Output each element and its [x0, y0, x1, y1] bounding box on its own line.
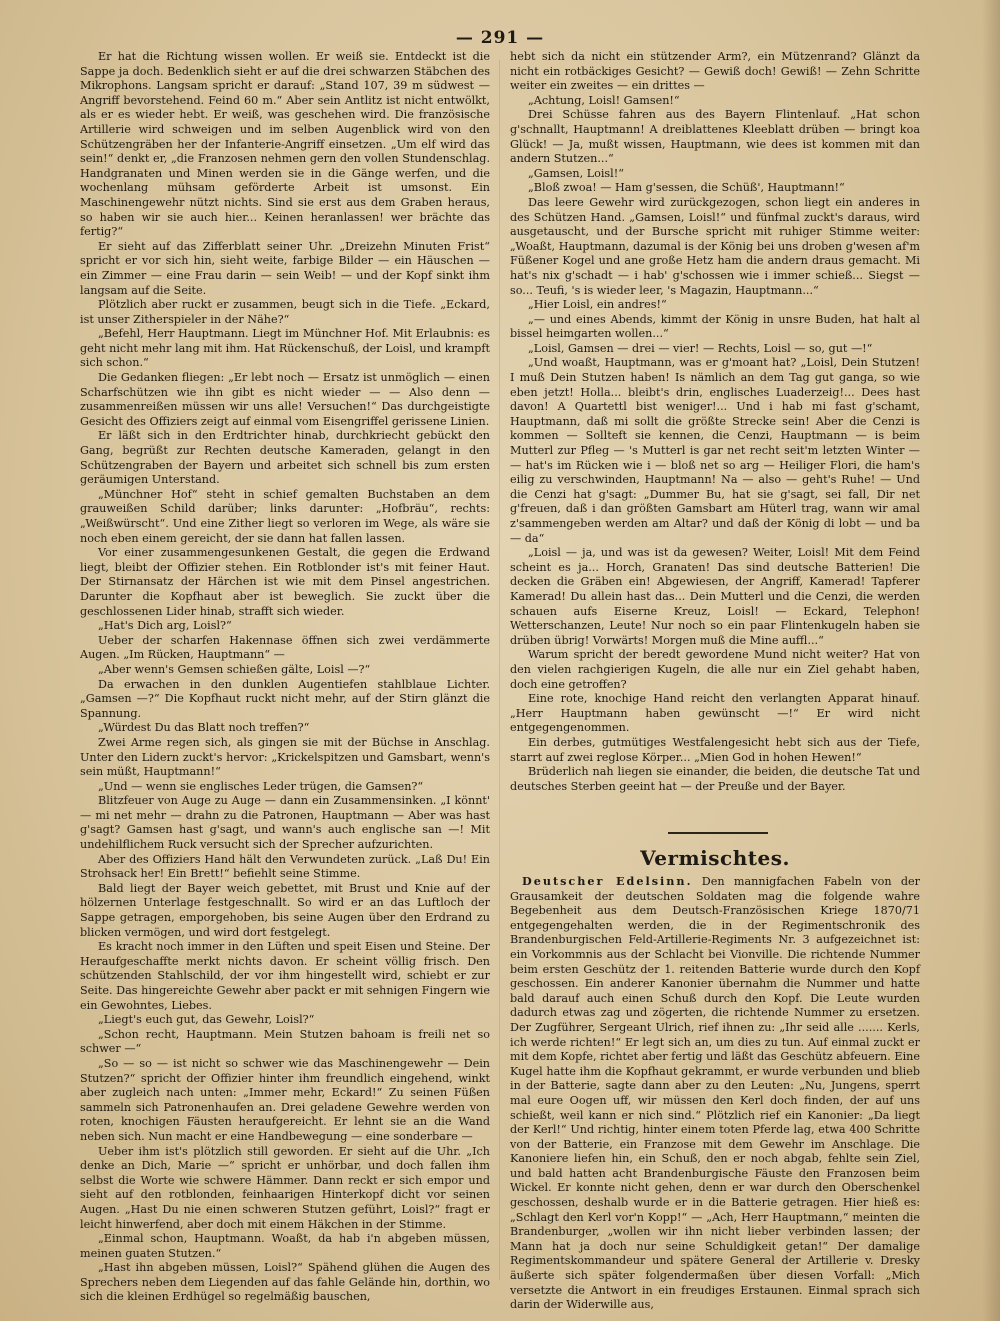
story-paragraph: Er sieht auf das Zifferblatt seiner Uhr. „Dreizehn Minuten Frist“ spricht er vor sich hin, sieht weite, farbige Bilder — ein Häuschen — ein Zimmer — eine Frau darin — sein Weib! — und der Kopf sinkt ihm langsam auf die Seite.	[80, 239, 490, 297]
story-paragraph: „Schon recht, Hauptmann. Mein Stutzen bahoam is freili net so schwer —“	[80, 1027, 490, 1056]
story-paragraph: „Und woaßt, Hauptmann, was er g'moant hat? „Loisl, Dein Stutzen! I muß Dein Stutzen haben! Is nämlich an dem Tag gut ganga, so wie eben jetzt! Holla... bleibt's drin, englisches Luaderzeig!... Dees hast davon! A Quartettl bist weniger!... Und i hab mi fast g'schamt, Hauptmann, daß mi sollt die größte Strecke sein! Aber die Cenzi is kommen — Sollteft sie kennen, die Cenzi, Hauptmann — is beim Mutterl zur Pfleg — 's Mutterl is gar net recht seit'm letzten Winter — — hat's im Rücken wie i — bloß net so arg — Heiliger Flori, die ham's eilig zu verschwinden, Hauptmann! Na — also — geht's Ruhe! — Und die Cenzi hat g'sagt: „Dummer Bu, hat sie g'sagt, sei fall, Dir net g'freuen, daß i dan größten Gamsbart am Hüterl trag, wann wir amal z'sammengeben werden am Altar? und daß der König di lobt — und ba — da“	[510, 356, 920, 545]
story-paragraph: „Aber wenn's Gemsen schießen gälte, Loisl —?“	[98, 662, 371, 676]
story-paragraph: „Loisl, Gamsen — drei — vier! — Rechts, Loisl — so, gut —!“	[528, 341, 873, 355]
story-paragraph: „Einmal schon, Hauptmann. Woaßt, da hab i'n abgeben müssen, meinen guaten Stutzen.“	[80, 1232, 490, 1260]
story-paragraph: „Befehl, Herr Hauptmann. Liegt im Münchner Hof. Mit Erlaubnis: es geht nicht mehr lang mit ihm. Hat Rückenschuß, der Loisl, und krampft sich schon.“	[80, 327, 490, 370]
story-paragraph: Die Gedanken fliegen: „Er lebt noch — Ersatz ist unmöglich — einen Scharfschützen wie ihn gibt es nicht wieder — — Also denn — zusammenreißen müssen wir uns alle! Versuchen!“ Das durchgeistigte Gesicht des Offiziers zeigt auf einmal vom Eisengriffel gerissene Linien.	[80, 371, 490, 428]
page-binding-shadow	[982, 0, 1000, 1321]
story-paragraph: „Bloß zwoa! — Ham g'sessen, die Schüß', Hauptmann!“	[528, 181, 845, 195]
story-paragraph: „Und — wenn sie englisches Leder trügen, die Gamsen?“	[98, 779, 424, 793]
story-paragraph: „Achtung, Loisl! Gamsen!“	[528, 93, 680, 107]
story-column-right	[510, 50, 920, 840]
story-paragraph: Bald liegt der Bayer weich gebettet, mit Brust und Knie auf der hölzernen Unterlage festgeschnallt. So wird er an das Luftloch der Sappe getragen, emporgehoben, bis seine Augen über den Erdrand zu blicken vermögen, und wird dort festgelegt.	[80, 881, 490, 939]
story-column-left	[80, 50, 490, 1304]
story-paragraph: Er läßt sich in den Erdtrichter hinab, durchkriecht gebückt den Gang, begrüßt zur Rechten deutsche Kameraden, gelangt in den Schützengraben der Bayern und arbeitet sich schnell bis zum ersten geräumigen Unterstand.	[80, 429, 490, 487]
story-paragraph: Aber des Offiziers Hand hält den Verwundeten zurück. „Laß Du! Ein Strohsack her! Ein Brett!“ befiehlt seine Stimme.	[80, 852, 490, 881]
story-paragraph: Da erwachen in den dunklen Augentiefen stahlblaue Lichter. „Gamsen —?“ Die Kopfhaut ruckt nicht mehr, auf der Stirn glänzt die Spannung.	[80, 677, 490, 720]
story-paragraph: „Hast ihn abgeben müssen, Loisl?“ Spähend glühen die Augen des Sprechers neben dem Liegenden auf das fahle Gelände hin, dorthin, wo sich die kleinen Erdhügel so regelmäßig bauschen,	[80, 1261, 490, 1304]
story-paragraph: „Hier Loisl, ein andres!“	[528, 298, 667, 312]
column-rule	[499, 60, 500, 1280]
story-paragraph: Eine rote, knochige Hand reicht den verlangten Apparat hinauf. „Herr Hauptmann haben gewünscht —!“ Er wird nicht entgegengenommen.	[510, 692, 920, 735]
story-paragraph: „So — so — ist nicht so schwer wie das Maschinengewehr — Dein Stutzen?“ spricht der Offizier hinter ihm freundlich eingehend, winkt aber zugleich nach unten: „Immer mehr, Eckard!“ Zu seinen Füßen sammeln sich Patronenhaufen an. Drei geladene Gewehre werden von roten, knochigen Fäusten heraufgereicht. Er lehnt sie an die Wand neben sich. Nun macht er eine Handbewegung — eine sonderbare —	[80, 1056, 490, 1143]
story-paragraph: Er hat die Richtung wissen wollen. Er weiß sie. Entdeckt ist die Sappe ja doch. Bedenklich sieht er auf die drei schwarzen Stäbchen des Mikrophons. Langsam spricht er darauf: „Stand 107, 39 m südwest — Angriff bevorstehend. Feind 60 m.“ Aber sein Antlitz ist nicht entwölkt, als er es wieder hebt. Er weiß, was geschehen wird. Die französische Artillerie wird schweigen und im selben Augenblick wird von den Schützengräben her der Infanterie-Angriff einsetzen. „Um elf wird das sein!“ denkt er, „die Franzosen nehmen gern den vollen Stundenschlag. Handgranaten und Minen werden sie in die Gänge werfen, und die wochenlang mühsam geförderte Arbeit ist umsonst. Ein Maschinengewehr nützt nichts. Sind sie erst aus dem Graben heraus, so haben wir sie auch hier... Keinen heranlassen! wer brächte das fertig?“	[80, 50, 490, 239]
miscellany-body: Den mannigfachen Fabeln von der Grausamkeit der deutschen Soldaten mag die folgende wahre Begebenheit aus dem Deutsch-Französischen Kriege 1870/71 entgegengehalten werden, die in der Regimentschronik des Brandenburgischen Feld-Artillerie-Regiments Nr. 3 aufgezeichnet ist: ein Vorkommnis aus der Schlacht bei Vionville. Die richtende Nummer beim ersten Geschütz der 1. reitenden Batterie wurde durch den Kopf geschossen. Ein anderer Kanonier übernahm die Nummer und hatte bald darauf auch einen Schuß durch den Kopf. Die Leute wurden dadurch etwas zag und zögerten, die richtende Nummer zu ersetzen. Der Zugführer, Sergeant Ulrich, rief ihnen zu: „Ihr seid alle ....... Kerls, ich werde richten!“ Er legt sich an, um dies zu tun. Auf einmal zuckt er mit dem Kopfe, richtet aber fertig und läßt das Geschütz abfeuern. Eine Kugel hatte ihm die Kopfhaut gekrammt, er wurde verbunden und blieb in der Batterie, sagte dann aber zu den Leuten: „Nu, Jungens, sperrt mal eure Oogen uff, wir müssen den Kerl doch finden, der auf uns schießt, weil kann er nich sind.“ Plötzlich rief ein Kanonier: „Da liegt der Kerl!“ Und richtig, hinter einem toten Pferde lag, etwa 400 Schritte von der Batterie, ein Franzose mit dem Gewehr im Anschlage. Die Kanoniere liefen hin, ein Schuß, den er noch abgab, fehlte sein Ziel, und bald hatten acht Brandenburgische Fäuste den Franzosen beim Wickel. Er konnte nicht gehen, denn er war durch den Oberschenkel geschossen, deshalb wurde er in die Batterie getragen. Hier hieß es: „Schlagt den Kerl vor'n Kopp!“ — „Ach, Herr Hauptmann,“ meinten die Brandenburger, „wollen wir ihn nicht lieber verbinden lassen; der Mann hat ja doch nur seine Schuldigkeit getan!“ Der damalige Regimentskommandeur und spätere General der Artillerie v. Dresky äußerte sich später folgendermaßen über diesen Vorfall: „Mich versetzte die Antwort in ein freudiges Erstaunen. Einmal sprach sich darin der Widerwille aus,	[510, 875, 921, 1312]
page-number: — 291 —	[455, 28, 545, 48]
story-paragraph: Ueber ihm ist's plötzlich still geworden. Er sieht auf die Uhr. „Ich denke an Dich, Marie —“ spricht er unhörbar, und doch fallen ihm selbst die Worte wie schwere Hämmer. Dann reckt er sich empor und sieht auf den rotblonden, feinhaarigen Hinterkopf dicht vor seinen Augen. „Hast Du nie einen schweren Stutzen geführt, Loisl?“ fragt er leicht hinwerfend, aber doch mit einem Häkchen in der Stimme.	[80, 1144, 490, 1231]
story-paragraph: Zwei Arme regen sich, als gingen sie mit der Büchse in Anschlag. Unter den Lidern zuckt's hervor: „Krickelspitzen und Gamsbart, wenn's sein müßt, Hauptmann!“	[80, 735, 490, 779]
section-divider	[668, 832, 768, 834]
story-paragraph: Es kracht noch immer in den Lüften und speit Eisen und Steine. Der Heraufgeschaffte merkt nichts davon. Er scheint völlig frisch. Den schützenden Stahlschild, der vor ihm hingestellt wird, schiebt er zur Seite. Das hingereichte Gewehr aber packt er mit sehnigen Fingern wie ein Gewohntes, Liebes.	[80, 940, 490, 1012]
story-paragraph: Brüderlich nah liegen sie einander, die beiden, die deutsche Tat und deutsches Sterben geeint hat — der Preuße und der Bayer.	[510, 765, 920, 793]
story-paragraph: „Hat's Dich arg, Loisl?“	[98, 619, 232, 633]
miscellany-paragraph	[510, 874, 920, 1313]
miscellany-lead: Deutscher Edelsinn.	[522, 874, 693, 888]
story-paragraph: Vor einer zusammengesunkenen Gestalt, die gegen die Erdwand liegt, bleibt der Offizier stehen. Ein Rotblonder ist's mit feiner Haut. Der Stirnansatz der Härchen ist wie mit dem Pinsel angestrichen. Darunter die Kopfhaut aber ist beweglich. Sie zuckt über die geschlossenen Lider hinab, strafft sich wieder.	[80, 546, 490, 618]
story-paragraph: Das leere Gewehr wird zurückgezogen, schon liegt ein anderes in des Schützen Hand. „Gamsen, Loisl!“ und fünfmal zuckt's daraus, wird ausgetauscht, und der Bursche spricht mit ruhiger Stimme weiter: „Woaßt, Hauptmann, dazumal is der König bei uns droben g'wesen af'm Füßener Kogel und ane große Hetz ham die andern draus gemacht. Mi hat's nix g'schadt — i hab' g'schossen wie i immer schieß... Siegst — so... Teufi, 's is wieder leer, 's Magazin, Hauptmann...“	[510, 195, 920, 297]
story-paragraph: „Würdest Du das Blatt noch treffen?“	[98, 721, 310, 735]
story-paragraph: Warum spricht der beredt gewordene Mund nicht weiter? Hat von den vielen rachgierigen Kugeln, die alle nur ein Ziel gehabt haben, doch eine getroffen?	[510, 648, 920, 691]
miscellany-article	[510, 874, 921, 1312]
story-paragraph: Ueber der scharfen Hakennase öffnen sich zwei verdämmerte Augen. „Im Rücken, Hauptmann“ —	[80, 633, 490, 662]
story-paragraph: „Liegt's euch gut, das Gewehr, Loisl?“	[98, 1013, 315, 1027]
story-paragraph: „Münchner Hof“ steht in schief gemalten Buchstaben an dem grauweißen Schild darüber; links darunter: „Hofbräu“, rechts: „Weißwürscht“. Und eine Zither liegt so verloren im Wege, als wäre sie noch eben einem gereicht, der sie dann hat fallen lassen.	[80, 487, 490, 545]
section-heading: Vermischtes.	[640, 846, 790, 870]
story-paragraph: hebt sich da nicht ein stützender Arm?, ein Mützenrand? Glänzt da nicht ein rotbäckiges Gesicht? — Gewiß doch! Gewiß! — Zehn Schritte weiter ein zweites — ein drittes —	[510, 50, 920, 93]
story-paragraph: Drei Schüsse fahren aus des Bayern Flintenlauf. „Hat schon g'schnallt, Hauptmann! A dreiblattenes Kleeblatt drüben — bringt koa Glück! — Ja, mußt wissen, Hauptmann, wie dees ist kommen mit dan andern Stutzen...“	[510, 108, 920, 166]
story-paragraph: Ein derbes, gutmütiges Westfalengesicht hebt sich aus der Tiefe, starrt auf zwei reglose Körper... „Mien God in hohen Hewen!“	[510, 735, 920, 764]
story-paragraph: Blitzfeuer von Auge zu Auge — dann ein Zusammensinken. „I könnt' — mi net mehr — drahn zu die Patronen, Hauptmann — Aber was hast g'sagt? Gamsen hast g'sagt, und wann's auch englische san —! Mit undehilflichem Ruck versucht sich der Sprecher aufzurichten.	[80, 794, 490, 852]
story-paragraph: Plötzlich aber ruckt er zusammen, beugt sich in die Tiefe. „Eckard, ist unser Zitherspieler in der Nähe?“	[80, 298, 490, 326]
story-paragraph: „Gamsen, Loisl!“	[528, 166, 624, 180]
story-paragraph: „— und eines Abends, kimmt der König in unsre Buden, hat halt al bissel heimgarten wollen...“	[510, 312, 920, 341]
story-paragraph: „Loisl — ja, und was ist da gewesen? Weiter, Loisl! Mit dem Feind scheint es ja... Horch, Granaten! Das sind deutsche Batterien! Die decken die Gräben ein! Abgewiesen, der Angriff, Kamerad! Tapferer Kamerad! Du allein hast das... Dein Mutterl und die Cenzi, die werden schauen aufs Eiserne Kreuz, Loisl! — Eckard, Telephon! Wetterschanzen, Leute! Nur noch so ein paar Flintenkugeln haben sie drüben übrig! Vorwärts! Morgen muß die Mine auffl...“	[510, 546, 920, 647]
